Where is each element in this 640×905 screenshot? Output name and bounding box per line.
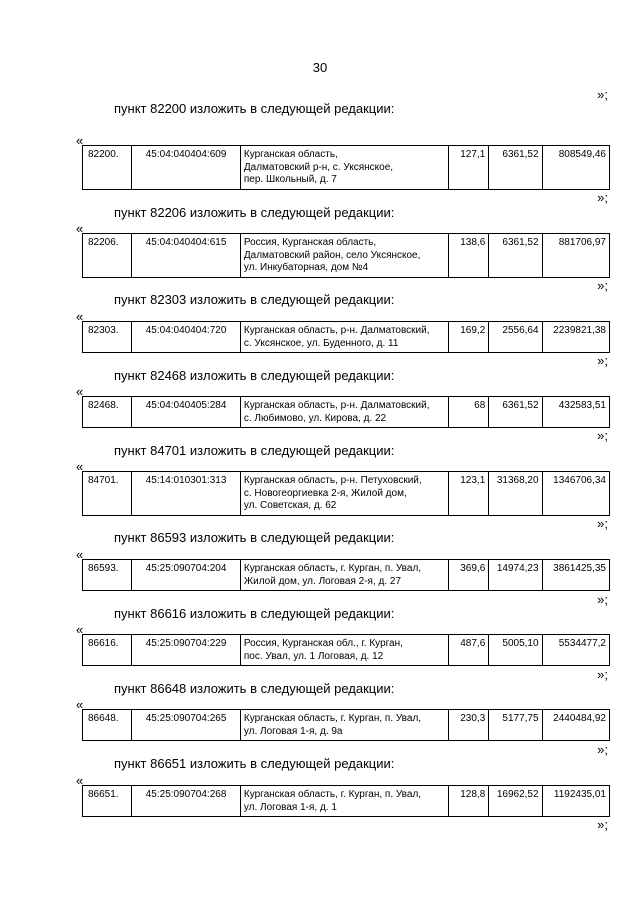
property-table — [82, 709, 610, 741]
table-row — [83, 234, 610, 278]
cadastral-number-cell: 45:04:040404:720 — [132, 322, 241, 353]
address-line: с. Новогеоргиевка 2-я, Жилой дом, — [243, 487, 407, 499]
table-row — [83, 710, 610, 741]
address-line: пос. Увал, ул. 1 Логовая, д. 12 — [243, 650, 384, 662]
address-line: Далматовский район, село Уксянское, — [243, 249, 421, 261]
opening-quote: « — [76, 309, 84, 324]
area-cell: 369,6 — [449, 560, 489, 591]
property-table — [82, 145, 610, 190]
property-table — [82, 321, 610, 353]
address-line: Курганская область, р-н. Петуховский, — [243, 475, 422, 486]
value-cell: 5534477,2 — [542, 635, 609, 666]
cadastral-number-cell: 45:25:090704:265 — [132, 710, 241, 741]
area-cell: 138,6 — [449, 234, 489, 278]
address-line: с. Уксянское, ул. Буденного, д. 11 — [243, 337, 399, 349]
address-line: пер. Школьный, д. 7 — [243, 174, 337, 185]
rate-cell: 5005,10 — [489, 635, 542, 666]
address-line: Курганская область, р-н. Далматовский, — [243, 400, 430, 411]
rate-cell: 31368,20 — [489, 472, 542, 516]
closing-quote: »; — [597, 516, 608, 531]
cadastral-number-cell: 45:04:040405:284 — [132, 397, 241, 428]
property-table — [82, 785, 610, 817]
closing-quote: »; — [597, 592, 608, 607]
opening-quote: « — [76, 221, 84, 236]
cadastral-number-cell: 45:04:040404:609 — [132, 146, 241, 190]
rate-cell: 14974,23 — [489, 560, 542, 591]
area-cell: 487,6 — [449, 635, 489, 666]
opening-quote: « — [76, 697, 84, 712]
item-number-cell: 82200. — [83, 146, 132, 190]
rate-cell: 2556,64 — [489, 322, 542, 353]
address-line: Далматовский р-н, с. Уксянское, — [243, 161, 394, 173]
cadastral-number-cell: 45:04:040404:615 — [132, 234, 241, 278]
value-cell: 1346706,34 — [542, 472, 609, 516]
cadastral-number-cell: 45:25:090704:268 — [132, 786, 241, 817]
cadastral-number-cell: 45:25:090704:229 — [132, 635, 241, 666]
section-heading: пункт 86648 изложить в следующей редакции: — [114, 681, 395, 696]
item-number-cell: 86648. — [83, 710, 132, 741]
address-line: ул. Логовая 1-я, д. 9а — [243, 725, 343, 737]
closing-quote: »; — [597, 87, 608, 102]
property-table — [82, 634, 610, 666]
value-cell: 432583,51 — [542, 397, 609, 428]
section-heading: пункт 84701 изложить в следующей редакции: — [114, 443, 395, 458]
closing-quote: »; — [597, 817, 608, 832]
section-heading: пункт 82303 изложить в следующей редакции: — [114, 292, 395, 307]
table-row — [83, 560, 610, 591]
opening-quote: « — [76, 459, 84, 474]
address-line: Курганская область, г. Курган, п. Увал, — [243, 789, 422, 800]
opening-quote: « — [76, 547, 84, 562]
opening-quote: « — [76, 384, 84, 399]
address-line: Курганская область, г. Курган, п. Увал, — [243, 563, 422, 574]
value-cell: 881706,97 — [542, 234, 609, 278]
closing-quote: »; — [597, 428, 608, 443]
address-cell — [240, 322, 448, 353]
property-table — [82, 233, 610, 278]
value-cell: 3861425,35 — [542, 560, 609, 591]
closing-quote: »; — [597, 278, 608, 293]
rate-cell: 6361,52 — [489, 234, 542, 278]
rate-cell: 16962,52 — [489, 786, 542, 817]
value-cell: 2239821,38 — [542, 322, 609, 353]
property-table — [82, 559, 610, 591]
address-cell — [240, 472, 448, 516]
table-row — [83, 146, 610, 190]
item-number-cell: 82468. — [83, 397, 132, 428]
value-cell: 1192435,01 — [542, 786, 609, 817]
table-row — [83, 397, 610, 428]
item-number-cell: 82303. — [83, 322, 132, 353]
section-heading: пункт 82468 изложить в следующей редакции: — [114, 368, 395, 383]
rate-cell: 5177,75 — [489, 710, 542, 741]
value-cell: 2440484,92 — [542, 710, 609, 741]
address-line: Курганская область, г. Курган, п. Увал, — [243, 713, 422, 724]
table-row — [83, 322, 610, 353]
rate-cell: 6361,52 — [489, 397, 542, 428]
closing-quote: »; — [597, 190, 608, 205]
item-number-cell: 86616. — [83, 635, 132, 666]
cadastral-number-cell: 45:14:010301:313 — [132, 472, 241, 516]
area-cell: 230,3 — [449, 710, 489, 741]
address-cell — [240, 234, 448, 278]
closing-quote: »; — [597, 742, 608, 757]
area-cell: 128,8 — [449, 786, 489, 817]
property-table — [82, 471, 610, 516]
section-heading: пункт 82206 изложить в следующей редакции: — [114, 205, 395, 220]
property-table — [82, 396, 610, 428]
address-cell — [240, 635, 448, 666]
address-line: ул. Логовая 1-я, д. 1 — [243, 801, 337, 813]
item-number-cell: 86651. — [83, 786, 132, 817]
cadastral-number-cell: 45:25:090704:204 — [132, 560, 241, 591]
closing-quote: »; — [597, 353, 608, 368]
address-line: Россия, Курганская область, — [243, 237, 377, 248]
area-cell: 169,2 — [449, 322, 489, 353]
opening-quote: « — [76, 622, 84, 637]
area-cell: 123,1 — [449, 472, 489, 516]
address-cell — [240, 710, 448, 741]
item-number-cell: 86593. — [83, 560, 132, 591]
address-line: Курганская область, р-н. Далматовский, — [243, 325, 430, 336]
opening-quote: « — [76, 773, 84, 788]
address-line: ул. Инкубаторная, дом №4 — [243, 262, 369, 273]
address-cell — [240, 397, 448, 428]
rate-cell: 6361,52 — [489, 146, 542, 190]
section-heading: пункт 86651 изложить в следующей редакции: — [114, 756, 395, 771]
section-heading: пункт 86593 изложить в следующей редакции: — [114, 530, 395, 545]
item-number-cell: 84701. — [83, 472, 132, 516]
address-line: Россия, Курганская обл., г. Курган, — [243, 638, 403, 649]
address-line: Курганская область, — [243, 149, 338, 160]
value-cell: 808549,46 — [542, 146, 609, 190]
closing-quote: »; — [597, 667, 608, 682]
area-cell: 127,1 — [449, 146, 489, 190]
opening-quote: « — [76, 133, 84, 148]
section-heading: пункт 82200 изложить в следующей редакции: — [114, 101, 395, 116]
address-line: ул. Советская, д. 62 — [243, 500, 337, 511]
table-row — [83, 635, 610, 666]
table-row — [83, 472, 610, 516]
address-line: с. Любимово, ул. Кирова, д. 22 — [243, 412, 387, 424]
address-cell — [240, 560, 448, 591]
address-cell — [240, 786, 448, 817]
area-cell: 68 — [449, 397, 489, 428]
page-number: 30 — [312, 60, 328, 75]
section-heading: пункт 86616 изложить в следующей редакции: — [114, 606, 395, 621]
item-number-cell: 82206. — [83, 234, 132, 278]
table-row — [83, 786, 610, 817]
address-line: Жилой дом, ул. Логовая 2-я, д. 27 — [243, 575, 402, 587]
address-cell — [240, 146, 448, 190]
